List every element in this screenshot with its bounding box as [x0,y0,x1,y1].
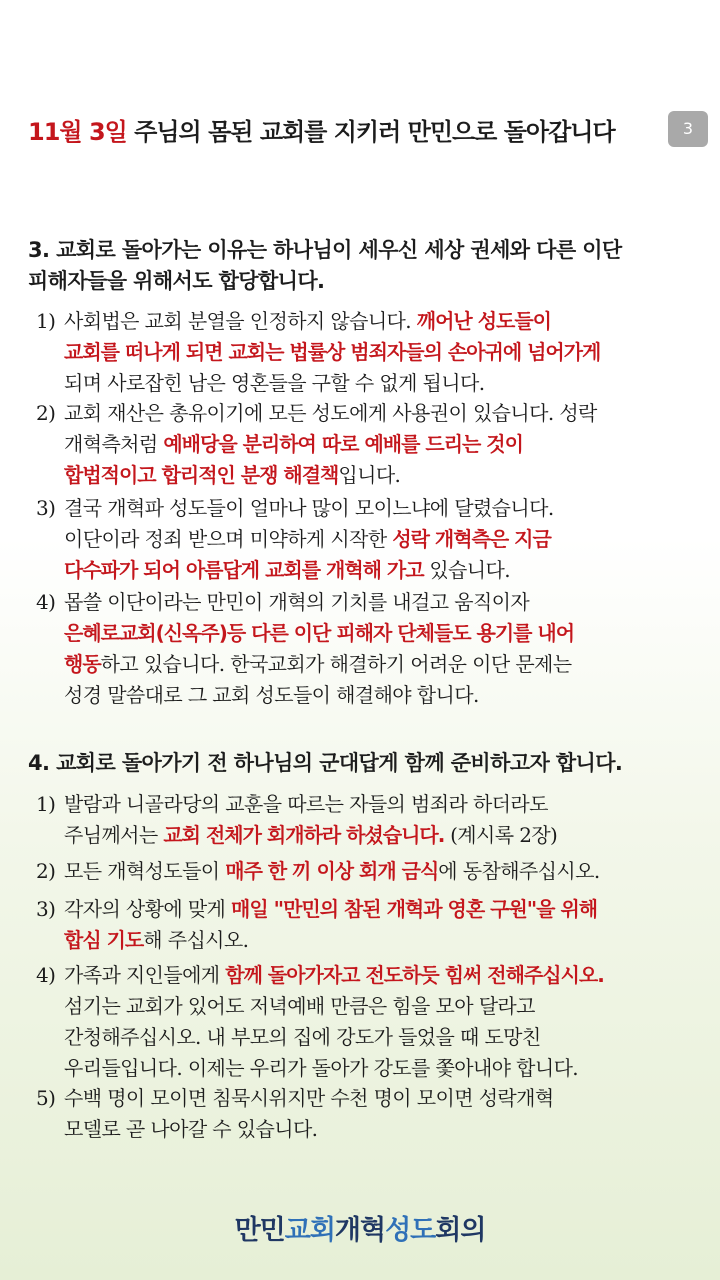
item-text: 성경 말씀대로 그 교회 성도들이 해결해야 합니다. [64,683,479,707]
item-highlight: 합심 기도 [64,928,144,952]
item-text: 사회법은 교회 분열을 인정하지 않습니다. [64,309,417,333]
section-4-heading [28,748,708,779]
item-number: 4) [36,963,56,987]
item-text: 입니다. [338,463,401,487]
item-highlight: 예배당을 분리하여 따로 예배를 드리는 것이 [163,432,523,456]
item-number: 2) [36,859,56,883]
item-number: 1) [36,309,56,333]
item-number: 5) [36,1086,56,1110]
logo-text: 회의 [435,1215,486,1246]
title-date: 11월 3일 [28,118,127,146]
item-text: 각자의 상황에 맞게 [64,897,232,921]
item-highlight: 성락 개혁측은 지금 [392,527,551,551]
list-item [36,1083,712,1145]
item-text: 하고 있습니다. 한국교회가 해결하기 어려운 이단 문제는 [100,652,572,676]
item-highlight: 매일 "만민의 참된 개혁과 영혼 구원"을 위해 [231,897,598,921]
item-text: 섬기는 교회가 있어도 저녁예배 만큼은 힘을 모아 달라고 [64,994,535,1018]
item-text: 교회 재산은 총유이기에 모든 성도에게 사용권이 있습니다. 성락 [64,401,597,425]
section-3-heading-line: 피해자들을 위해서도 합당합니다. [28,269,325,293]
item-text: 이단이라 정죄 받으며 미약하게 시작한 [64,527,393,551]
item-highlight: 합법적이고 합리적인 분쟁 해결책 [64,463,339,487]
section-3-heading [28,235,708,297]
title-text: 주님의 몸된 교회를 지키러 만민으로 돌아갑니다 [126,118,615,146]
list-item [36,587,712,711]
list-item [36,398,712,491]
item-text: 개혁측처럼 [64,432,164,456]
item-number: 4) [36,590,56,614]
item-text: 되며 사로잡힌 남은 영혼들을 구할 수 없게 됩니다. [64,371,485,395]
item-highlight: 행동 [64,652,101,676]
item-text: 모델로 곧 나아갈 수 있습니다. [64,1117,318,1141]
item-highlight: 함께 돌아가자고 전도하듯 힘써 전해주십시오. [225,963,604,987]
item-text: 결국 개혁파 성도들이 얼마나 많이 모이느냐에 달렸습니다. [64,496,554,520]
item-text: 모든 개혁성도들이 [64,859,226,883]
list-item [36,493,712,586]
logo-text: 만민 [234,1215,285,1246]
item-text: 있습니다. [423,558,510,582]
item-text: 에 동참해주십시오. [438,859,600,883]
item-number: 2) [36,401,56,425]
list-item [36,306,712,399]
item-text: 해 주십시오. [143,928,249,952]
item-highlight: 은혜로교회(신옥주)등 다른 이단 피해자 단체들도 용기를 내어 [64,621,575,645]
item-text: 수백 명이 모이면 침묵시위지만 수천 명이 모이면 성락개혁 [64,1086,554,1110]
logo-text: 개혁 [334,1215,386,1246]
item-number: 3) [36,496,56,520]
item-highlight: 매주 한 끼 이상 회개 금식 [225,859,439,883]
logo-text: 성도 [385,1215,436,1246]
item-highlight: 교회 전체가 회개하라 하셨습니다. [163,823,445,847]
list-item [36,789,712,851]
item-highlight: 다수파가 되어 아름답게 교회를 개혁해 가고 [64,558,424,582]
item-text: 발람과 니골라당의 교훈을 따르는 자들의 범죄라 하더라도 [64,792,548,816]
item-text: 주님께서는 [64,823,164,847]
page-number-badge: 3 [668,111,708,147]
item-highlight: 깨어난 성도들이 [416,309,551,333]
item-text: 가족과 지인들에게 [64,963,226,987]
list-item [36,960,712,1084]
footer-logo [0,1208,720,1247]
item-number: 1) [36,792,56,816]
page-title [28,112,668,147]
section-3-heading-line: 3. 교회로 돌아가는 이유는 하나님이 세우신 세상 권세와 다른 이단 [28,238,622,262]
section-4-heading-line: 4. 교회로 돌아가기 전 하나님의 군대답게 함께 준비하고자 합니다. [28,751,623,775]
item-text: (계시록 2장) [444,823,558,847]
list-item [36,856,712,887]
item-text: 몹쓸 이단이라는 만민이 개혁의 기치를 내걸고 움직이자 [64,590,530,614]
item-highlight: 교회를 떠나게 되면 교회는 법률상 범죄자들의 손아귀에 넘어가게 [64,340,601,364]
item-number: 3) [36,897,56,921]
logo-text: 교회 [284,1215,335,1246]
item-text: 우리들입니다. 이제는 우리가 돌아가 강도를 쫓아내야 합니다. [64,1056,579,1080]
list-item [36,894,712,956]
item-text: 간청해주십시오. 내 부모의 집에 강도가 들었을 때 도망친 [64,1025,541,1049]
